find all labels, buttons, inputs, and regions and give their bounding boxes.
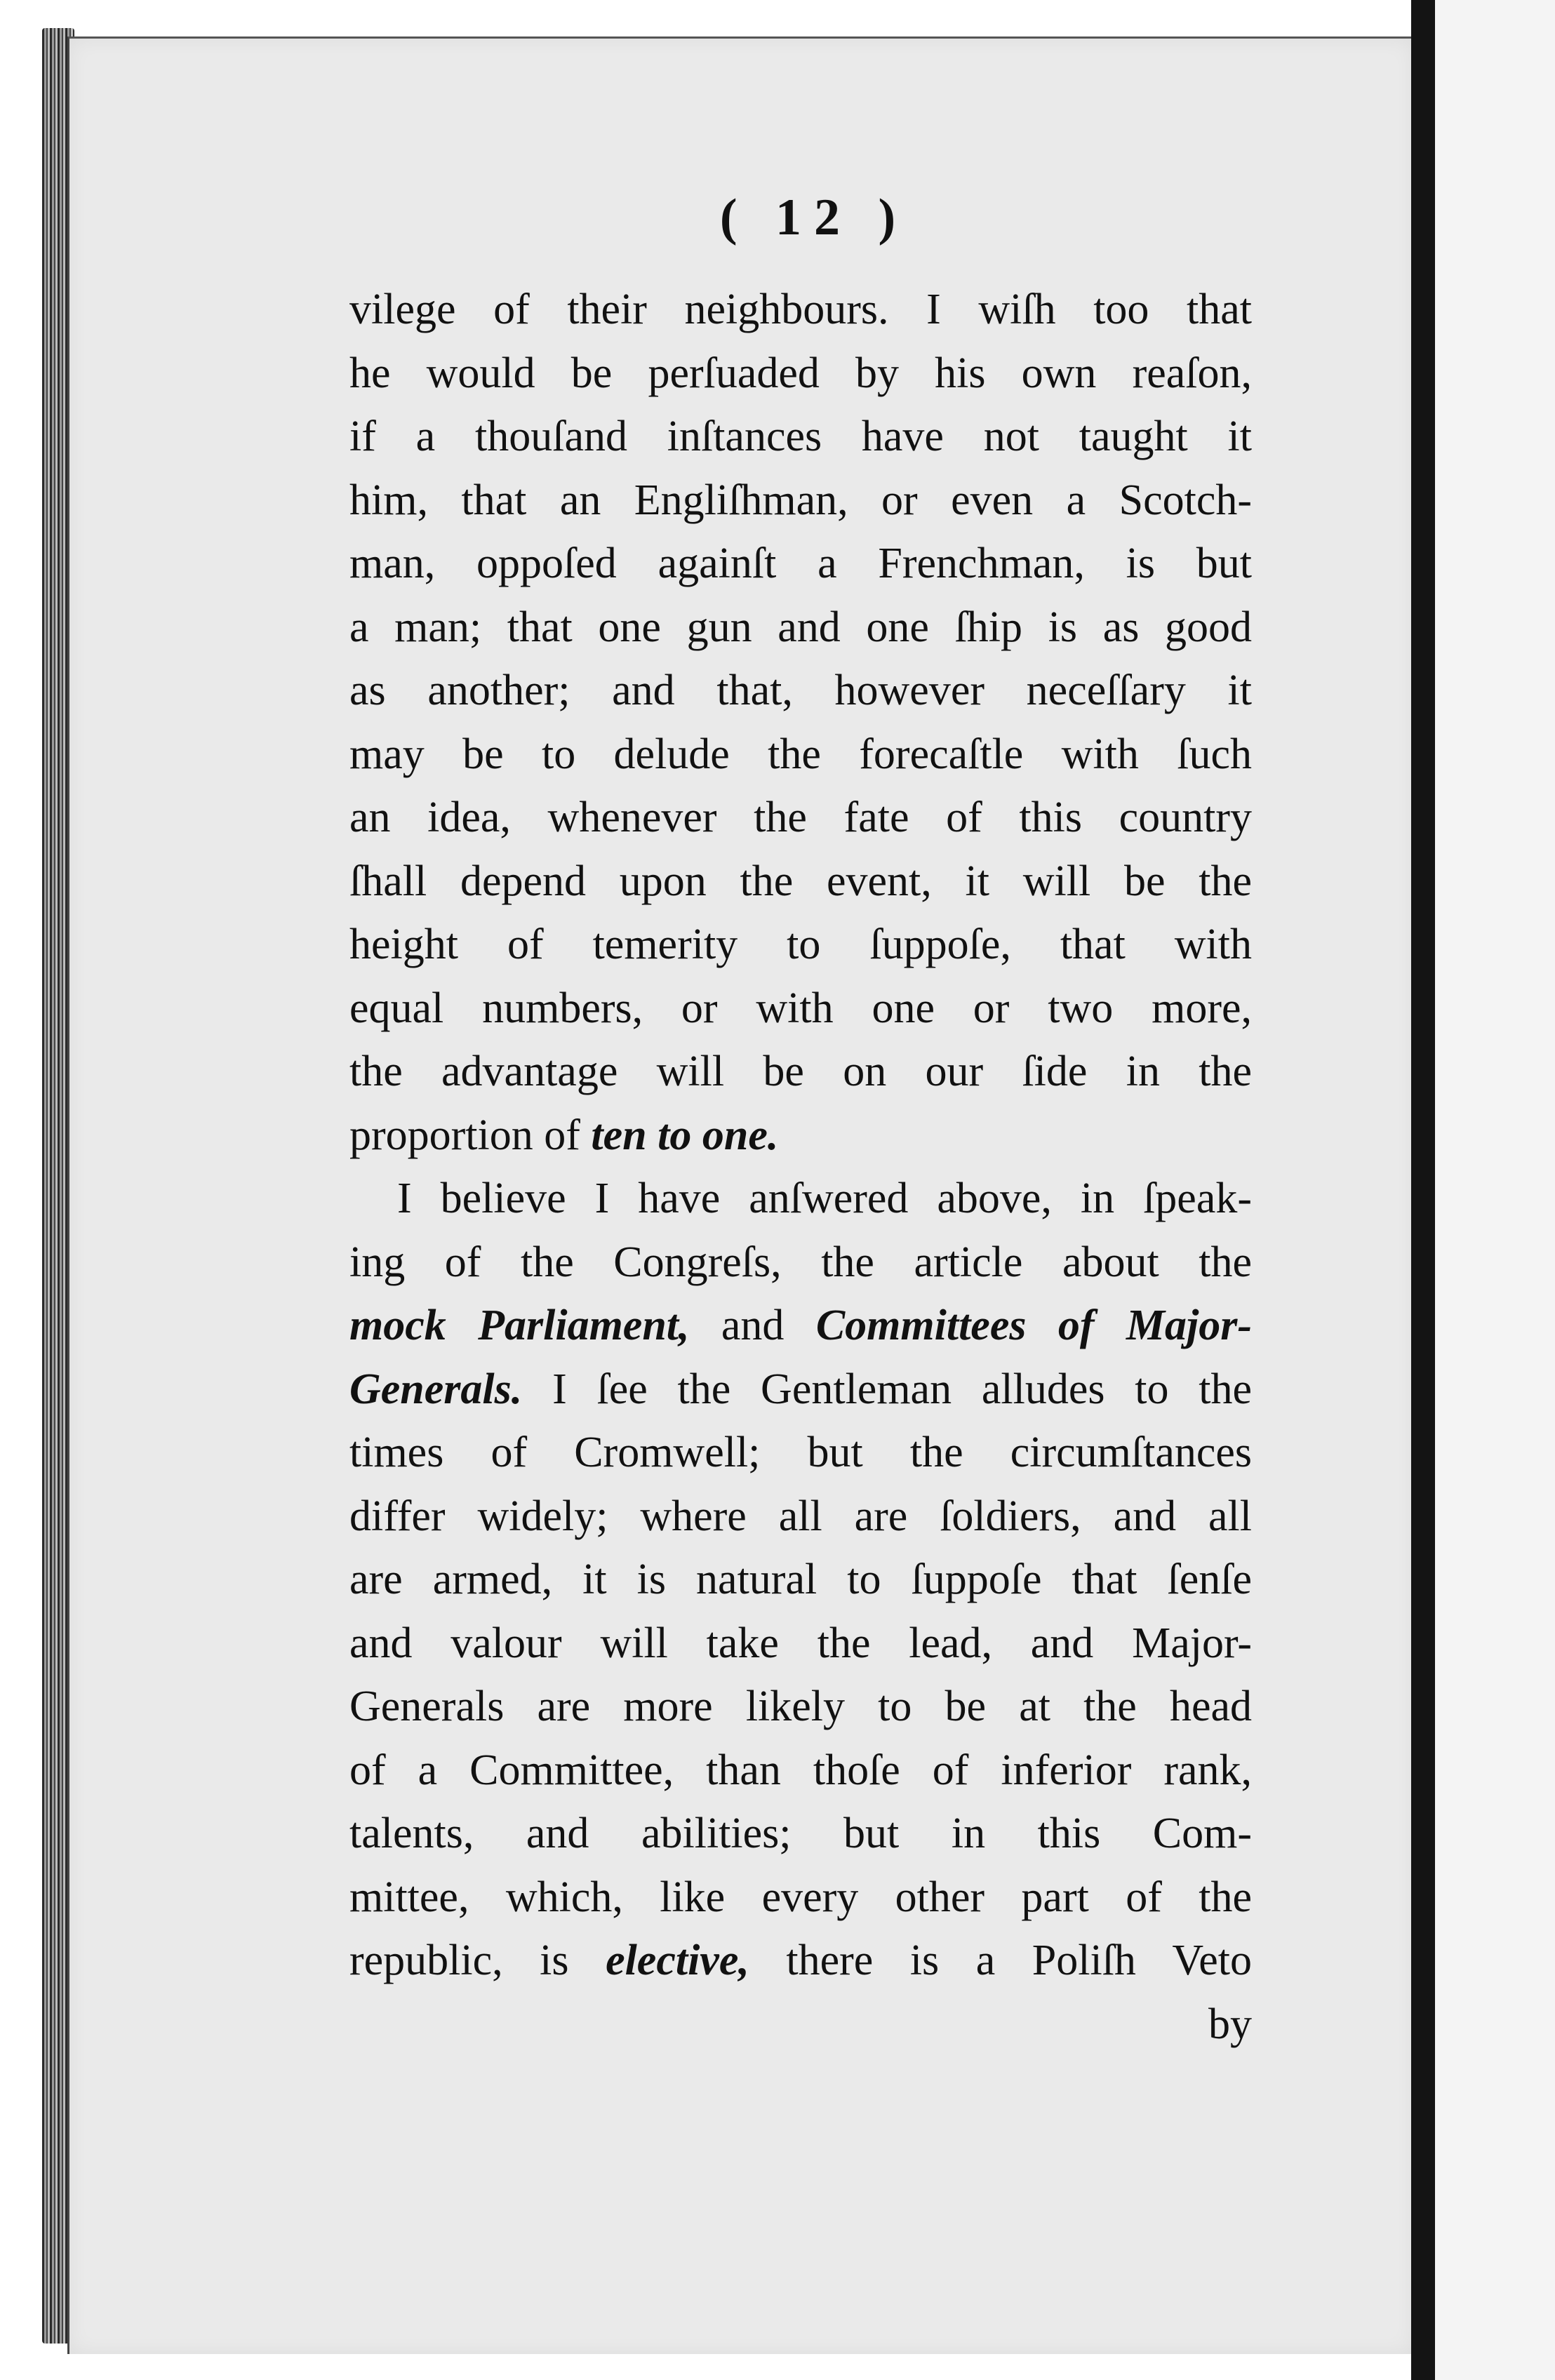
text-line bbox=[349, 1167, 1252, 1231]
facing-page bbox=[1435, 0, 1555, 2380]
text-line bbox=[349, 1294, 1252, 1358]
text-line bbox=[349, 1104, 1252, 1168]
italic-text: mock Parliament, bbox=[349, 1302, 690, 1349]
text-segment: vilege of their neighbours. I wiſh too that bbox=[349, 286, 1252, 333]
facing-page-gutter bbox=[1411, 0, 1435, 2380]
text-line bbox=[349, 1231, 1252, 1295]
text-segment: man, oppoſed againſt a Frenchman, is but bbox=[349, 540, 1252, 587]
text-segment: him, that an Engliſhman, or even a Scotch- bbox=[349, 476, 1252, 524]
text-line bbox=[349, 977, 1252, 1041]
text-line bbox=[349, 1675, 1252, 1739]
text-line bbox=[349, 850, 1252, 914]
text-segment: Generals are more likely to be at the head bbox=[349, 1683, 1252, 1730]
text-line bbox=[349, 659, 1252, 723]
text-segment: are armed, it is natural to ſuppoſe that ſenſe bbox=[349, 1556, 1252, 1603]
text-segment: republic, is bbox=[349, 1937, 606, 1984]
text-segment: I ſee the Gentleman alludes to the bbox=[522, 1365, 1252, 1413]
catchword: by bbox=[1208, 2000, 1252, 2048]
text-line bbox=[349, 342, 1252, 406]
text-line bbox=[349, 405, 1252, 469]
text-line bbox=[349, 1421, 1252, 1485]
italic-text: Committees of Major- bbox=[815, 1302, 1252, 1349]
text-segment: there is a Poliſh Veto bbox=[749, 1937, 1252, 1984]
text-segment: he would be perſuaded by his own reaſon, bbox=[349, 349, 1252, 397]
text-segment: and bbox=[689, 1302, 816, 1349]
text-segment: of a Committee, than thoſe of inferior rank, bbox=[349, 1746, 1252, 1794]
text-segment: ſhall depend upon the event, it will be the bbox=[349, 857, 1252, 905]
text-line bbox=[349, 1040, 1252, 1104]
text-segment: and valour will take the lead, and Major- bbox=[349, 1619, 1252, 1667]
text-segment: times of Cromwell; but the circumſtances bbox=[349, 1429, 1252, 1476]
text-segment: I believe I have anſwered above, in ſpeak- bbox=[397, 1175, 1252, 1222]
body-text bbox=[349, 278, 1252, 2056]
text-line bbox=[349, 1358, 1252, 1422]
text-line bbox=[349, 469, 1252, 533]
text-line bbox=[349, 786, 1252, 850]
text-line bbox=[349, 1866, 1252, 1930]
text-line bbox=[349, 1802, 1252, 1866]
italic-text: ten to one. bbox=[591, 1111, 779, 1159]
text-segment: if a thouſand inſtances have not taught it bbox=[349, 413, 1252, 460]
text-line bbox=[349, 1485, 1252, 1549]
text-segment: mittee, which, like every other part of the bbox=[349, 1873, 1252, 1921]
text-line bbox=[349, 1929, 1252, 1993]
text-line bbox=[349, 532, 1252, 596]
text-segment: proportion of bbox=[349, 1111, 592, 1159]
text-segment: may be to delude the forecaſtle with ſuch bbox=[349, 730, 1252, 778]
text-line bbox=[349, 1548, 1252, 1612]
italic-text: Generals. bbox=[349, 1365, 523, 1413]
text-line bbox=[349, 723, 1252, 787]
text-segment: as another; and that, however neceſſary it bbox=[349, 667, 1252, 714]
text-line bbox=[349, 278, 1252, 342]
text-line bbox=[349, 1612, 1252, 1676]
text-segment: an idea, whenever the fate of this country bbox=[349, 794, 1252, 841]
italic-text: elective, bbox=[606, 1937, 749, 1984]
text-line bbox=[349, 596, 1252, 660]
page-number: ( 12 ) bbox=[719, 189, 909, 246]
text-segment: a man; that one gun and one ſhip is as good bbox=[349, 603, 1252, 651]
text-segment: talents, and abilities; but in this Com- bbox=[349, 1810, 1252, 1857]
text-segment: the advantage will be on our ſide in the bbox=[349, 1048, 1252, 1095]
text-segment: differ widely; where all are ſoldiers, and all bbox=[349, 1492, 1252, 1540]
text-segment: equal numbers, or with one or two more, bbox=[349, 984, 1252, 1032]
text-line bbox=[349, 1739, 1252, 1803]
text-line bbox=[349, 913, 1252, 977]
text-segment: ing of the Congreſs, the article about the bbox=[349, 1238, 1252, 1286]
text-segment: height of temerity to ſuppoſe, that with bbox=[349, 921, 1252, 968]
